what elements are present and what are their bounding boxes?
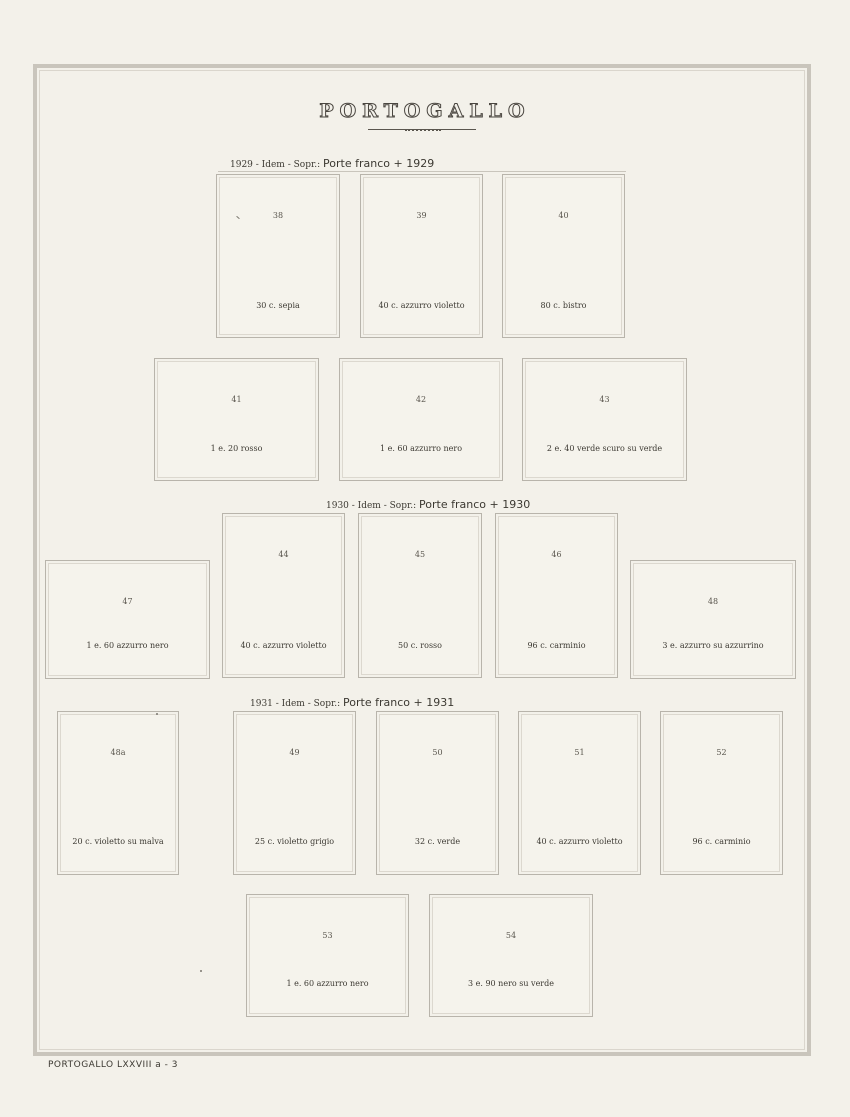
stamp-space-43	[522, 358, 687, 481]
stamp-description: 2 e. 40 verde scuro su verde	[546, 444, 663, 453]
stamp-number: 48a	[110, 748, 126, 757]
stamp-number: 45	[414, 550, 426, 559]
section-emphasis: Porte franco + 1929	[323, 157, 435, 170]
stamp-number: 40	[558, 211, 569, 220]
paper-speck	[156, 713, 158, 715]
stamp-number: 48	[707, 597, 719, 606]
stamp-description: 3 e. azzurro su azzurrino	[662, 641, 764, 650]
section-emphasis: Porte franco + 1931	[343, 696, 455, 709]
stamp-space-49	[233, 711, 356, 875]
stamp-description: 40 c. azzurro violetto	[240, 641, 327, 650]
stamp-space-38	[216, 174, 340, 338]
stamp-space-54	[429, 894, 593, 1017]
stamp-description: 30 c. sepia	[256, 301, 300, 310]
stamp-description: 32 c. verde	[414, 837, 461, 846]
stamp-number: 41	[231, 395, 242, 404]
stamp-description: 20 c. violetto su malva	[72, 837, 164, 846]
stamp-number: 39	[416, 211, 427, 220]
section-prefix: 1931 - Idem - Sopr.:	[250, 699, 344, 709]
section-header-1930	[326, 498, 530, 511]
stamp-description: 25 c. violetto grigio	[254, 837, 335, 846]
stamp-space-41	[154, 358, 319, 481]
stamp-description: 40 c. azzurro violetto	[378, 301, 465, 310]
stamp-number: 54	[505, 931, 517, 940]
stamp-number: 42	[415, 395, 427, 404]
stamp-description: 1 e. 20 rosso	[210, 444, 263, 453]
stamp-number: 47	[122, 597, 133, 606]
stamp-number: 46	[551, 550, 562, 559]
stamp-description: 40 c. azzurro violetto	[536, 837, 623, 846]
section-emphasis: Porte franco + 1930	[419, 498, 531, 511]
stamp-description: 50 c. rosso	[398, 641, 442, 650]
section-header-1931	[250, 696, 454, 709]
stamp-number: 43	[599, 395, 610, 404]
section-prefix: 1930 - Idem - Sopr.:	[326, 501, 420, 511]
page-title: PORTOGALLO	[319, 100, 531, 122]
section-header-1929	[230, 157, 434, 170]
stamp-space-39	[360, 174, 483, 338]
stamp-number: 50	[432, 748, 443, 757]
stamp-space-48a	[57, 711, 179, 875]
stamp-number: 51	[574, 748, 585, 757]
stamp-space-53	[246, 894, 409, 1017]
stamp-number: 53	[322, 931, 333, 940]
section-prefix: 1929 - Idem - Sopr.:	[230, 160, 324, 170]
stamp-number: 52	[716, 748, 727, 757]
stamp-space-52	[660, 711, 783, 875]
stamp-space-50	[376, 711, 499, 875]
stamp-description: 1 e. 60 azzurro nero	[86, 641, 169, 650]
page-footer: PORTOGALLO LXXVIII a - 3	[48, 1060, 179, 1070]
section-rule	[218, 171, 626, 172]
stamp-description: 1 e. 60 azzurro nero	[379, 444, 463, 453]
stamp-description: 80 c. bistro	[540, 301, 587, 310]
stamp-space-42	[339, 358, 503, 481]
stamp-space-47	[45, 560, 210, 679]
stamp-number: 44	[278, 550, 289, 559]
stamp-space-48	[630, 560, 796, 679]
stamp-description: 1 e. 60 azzurro nero	[286, 979, 369, 988]
title-ornament	[405, 129, 441, 133]
stamp-space-40	[502, 174, 625, 338]
stamp-number: 49	[289, 748, 300, 757]
stamp-space-44	[222, 513, 345, 678]
stamp-description: 3 e. 90 nero su verde	[468, 979, 554, 988]
stamp-space-46	[495, 513, 618, 678]
stamp-space-51	[518, 711, 641, 875]
paper-speck	[200, 970, 202, 972]
stamp-description: 96 c. carminio	[692, 837, 751, 846]
stamp-space-45	[358, 513, 482, 678]
stamp-number: 38	[272, 211, 284, 220]
stamp-description: 96 c. carminio	[527, 641, 586, 650]
